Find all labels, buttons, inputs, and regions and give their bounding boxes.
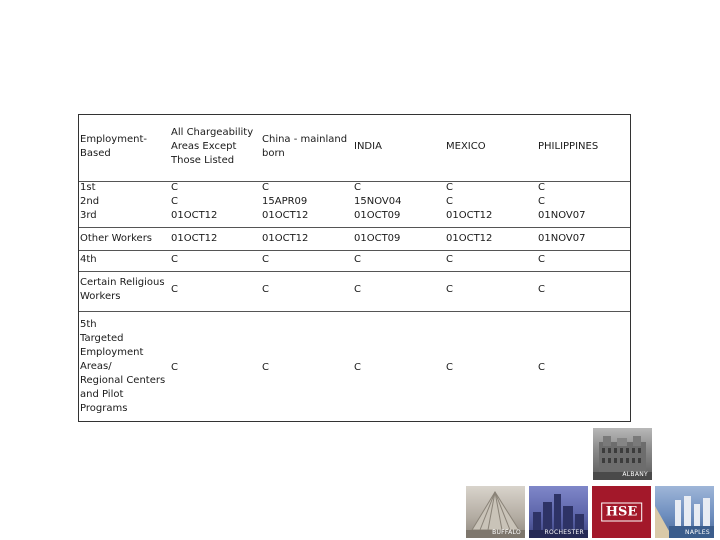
table-cell: C: [262, 284, 269, 295]
col-china-1-3: [262, 181, 308, 223]
rochester-label: ROCHESTER: [544, 529, 584, 536]
table-cell: C: [262, 182, 269, 193]
table-cell: 01NOV07: [538, 210, 586, 221]
header-india: INDIA: [354, 141, 382, 152]
table-cell: C: [171, 182, 178, 193]
row-divider: [79, 311, 630, 312]
table-cell: 15NOV04: [354, 196, 402, 207]
table-cell: 01OCT09: [354, 233, 401, 244]
row-categories-1-3: [80, 181, 99, 223]
hse-logo: [592, 486, 651, 538]
table-cell: 01NOV07: [538, 233, 586, 244]
table-cell: 15APR09: [262, 196, 308, 207]
header-philippines: PHILIPPINES: [538, 141, 599, 152]
row-3rd-label: 3rd: [80, 210, 97, 221]
table-cell: C: [354, 362, 361, 373]
table-cell: 01OCT12: [262, 233, 309, 244]
table-cell: 01OCT09: [354, 210, 401, 221]
header-employment-based: Employment- Based: [80, 134, 147, 159]
buffalo-photo: [466, 486, 525, 538]
col-philippines-1-3: [538, 181, 585, 223]
table-cell: C: [354, 182, 361, 193]
row-other-workers-label: Other Workers: [80, 233, 153, 244]
table-cell: C: [354, 254, 361, 265]
buffalo-label: BUFFALO: [492, 529, 521, 536]
table-cell: C: [262, 254, 269, 265]
row-divider: [79, 250, 630, 251]
rochester-photo: [529, 486, 588, 538]
table-cell: 01OCT12: [171, 210, 218, 221]
table-cell: C: [538, 362, 545, 373]
table-cell: C: [538, 284, 545, 295]
table-cell: C: [446, 284, 453, 295]
naples-photo: [655, 486, 714, 538]
table-cell: 01OCT12: [262, 210, 309, 221]
header-china: China - mainland born: [262, 134, 348, 159]
albany-label: ALBANY: [622, 471, 648, 478]
table-cell: 01OCT12: [446, 210, 493, 221]
table-cell: C: [446, 182, 453, 193]
row-5th-label: 5th Targeted Employment Areas/ Regional Centers and Pilot Programs: [80, 319, 166, 414]
row-divider: [79, 227, 630, 228]
table-cell: 01OCT12: [446, 233, 493, 244]
table-cell: C: [538, 196, 545, 207]
table-cell: C: [538, 182, 545, 193]
table-cell: C: [446, 254, 453, 265]
table-cell: C: [171, 254, 178, 265]
table-cell: 01OCT12: [171, 233, 218, 244]
col-mexico-1-3: [446, 181, 492, 223]
row-4th-label: 4th: [80, 254, 97, 265]
col-india-1-3: [354, 181, 401, 223]
albany-photo: [593, 428, 652, 480]
table-cell: C: [171, 362, 178, 373]
table-cell: C: [171, 196, 178, 207]
row-1st-label: 1st: [80, 182, 96, 193]
visa-bulletin-table: [78, 114, 631, 422]
row-divider: [79, 271, 630, 272]
table-cell: C: [354, 284, 361, 295]
table-cell: C: [171, 284, 178, 295]
table-cell: C: [446, 362, 453, 373]
row-religious-workers-label: Certain Religious Workers: [80, 277, 165, 302]
table-cell: C: [446, 196, 453, 207]
row-2nd-label: 2nd: [80, 196, 100, 207]
header-mexico: MEXICO: [446, 141, 486, 152]
header-all-chargeability: All Chargeability Areas Except Those Listed: [171, 127, 254, 166]
table-cell: C: [262, 362, 269, 373]
table-cell: C: [538, 254, 545, 265]
hse-logo-text: HSE: [601, 503, 643, 522]
naples-label: NAPLES: [685, 529, 710, 536]
col-all-chargeability-1-3: [171, 181, 217, 223]
